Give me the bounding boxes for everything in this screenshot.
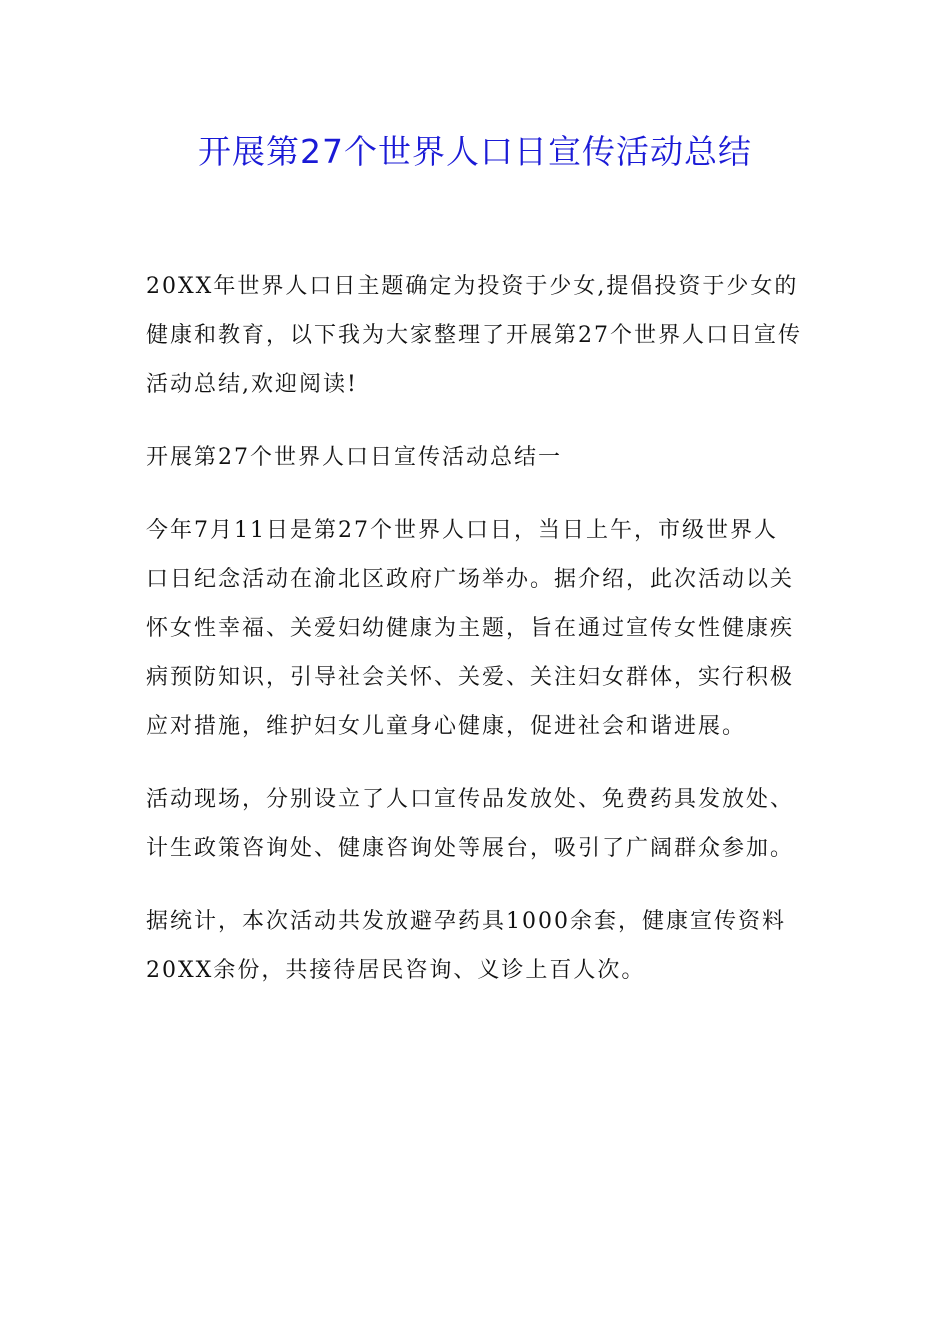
text-line: 20XX年世界人口日主题确定为投资于少女,提倡投资于少女的 (146, 274, 799, 299)
text-line: 口日纪念活动在渝北区政府广场举办。据介绍，此次活动以关 (146, 567, 795, 592)
text-line: 20XX余份，共接待居民咨询、义诊上百人次。 (146, 958, 646, 983)
text-line: 怀女性幸福、关爱妇幼健康为主题，旨在通过宣传女性健康疾 (146, 616, 795, 641)
text-line: 活动现场，分别设立了人口宣传品发放处、免费药具发放处、 (146, 787, 795, 812)
text-line: 开展第27个世界人口日宣传活动总结一 (146, 445, 562, 470)
document-title: 开展第27个世界人口日宣传活动总结 (198, 132, 752, 171)
text-line: 计生政策咨询处、健康咨询处等展台，吸引了广阔群众参加。 (146, 836, 795, 861)
intro-paragraph (146, 262, 806, 409)
text-line: 病预防知识，引导社会关怀、关爱、关注妇女群体，实行积极 (146, 665, 795, 690)
text-line: 应对措施，维护妇女儿童身心健康，促进社会和谐进展。 (146, 714, 747, 739)
paragraph-1 (146, 506, 806, 751)
section-heading (146, 433, 806, 482)
paragraph-2 (146, 775, 806, 873)
text-line: 今年7月11日是第27个世界人口日，当日上午，市级世界人 (146, 518, 778, 543)
text-line: 健康和教育，以下我为大家整理了开展第27个世界人口日宣传 (146, 323, 802, 348)
document-body (146, 262, 806, 995)
text-line: 活动总结,欢迎阅读! (146, 372, 358, 397)
paragraph-3 (146, 897, 806, 995)
text-line: 据统计，本次活动共发放避孕药具1000余套，健康宣传资料 (146, 909, 786, 934)
